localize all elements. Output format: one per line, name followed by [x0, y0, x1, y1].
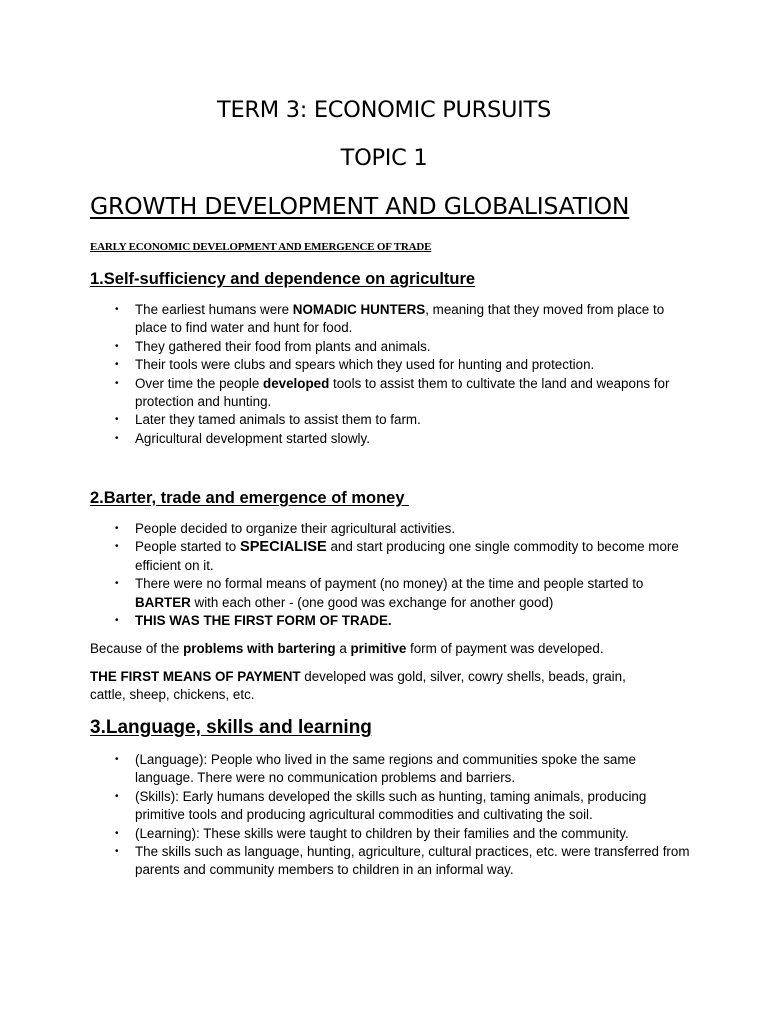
topic-title: TOPIC 1	[340, 145, 428, 171]
list-item-text: (Skills): Early humans developed the skills such as hunting, taming animals, producing primitive tools and producing agricultural commodities and cultivating the soil.	[135, 788, 647, 823]
list-item	[90, 538, 690, 575]
list-item-text: The earliest humans were	[135, 302, 293, 317]
list-item	[90, 575, 690, 612]
bullet-icon: •	[115, 846, 119, 858]
list-item-text: People decided to organize their agricultural activities.	[135, 521, 456, 536]
main-heading: GROWTH DEVELOPMENT AND GLOBALISATION	[90, 192, 630, 220]
list-item-text: They gathered their food from plants and animals.	[135, 338, 431, 354]
paragraph-text: Because of the	[90, 641, 184, 656]
list-item-text: The skills such as language, hunting, agriculture, cultural practices, etc. were transferred from parents and community members to children in an informal way.	[135, 844, 690, 878]
list-item-text: (Learning): These skills were taught to children by their families and the community.	[135, 825, 629, 841]
paragraph-text: developed was gold, silver, cowry shells, beads, grain, cattle, sheep, chickens, etc.	[90, 669, 626, 703]
list-item-text: tools to assist them to cultivate the land and weapons for protection and hunting.	[135, 375, 670, 410]
list-item-text: and start producing one single commodity to become more efficient on it.	[135, 539, 679, 573]
bullet-icon: •	[115, 414, 119, 426]
bullet-icon: •	[115, 578, 119, 590]
bullet-icon: •	[115, 523, 119, 534]
list-item	[90, 612, 690, 630]
bullet-icon: •	[115, 359, 119, 371]
list-item	[90, 825, 690, 843]
list-item	[90, 411, 690, 429]
list-item	[90, 788, 690, 825]
list-item	[90, 338, 690, 356]
list-item-text: There were no formal means of payment (no money) at the time and people started to	[135, 576, 644, 592]
section-1-bullet-list	[90, 301, 690, 448]
list-item-text: Later they tamed animals to assist them to farm.	[135, 412, 421, 428]
paragraph-bold-text: problems with bartering	[183, 641, 336, 656]
list-item-text: (Language): People who lived in the same regions and communities spoke the same language. There were no communication problems and barriers.	[135, 752, 636, 786]
list-item-text: , meaning that they moved from place to place to find water and hunt for food.	[135, 302, 665, 336]
list-item	[90, 375, 690, 412]
list-item-text: People started to	[135, 539, 240, 555]
list-item	[90, 356, 690, 374]
bullet-icon: •	[115, 304, 119, 315]
paragraph-text: form of payment was developed.	[406, 641, 604, 656]
section-3-heading: 3.Language, skills and learning	[90, 717, 372, 738]
section-1-heading: 1.Self-sufficiency and dependence on agriculture	[90, 270, 476, 288]
list-item-bold-text: SPECIALISE	[239, 539, 327, 556]
paragraph-bold-text: THE FIRST MEANS OF PAYMENT	[90, 669, 301, 684]
list-item-bold-text: NOMADIC HUNTERS	[292, 302, 426, 317]
term-title: TERM 3: ECONOMIC PURSUITS	[217, 97, 551, 123]
list-item	[90, 520, 690, 538]
bullet-icon: •	[115, 432, 119, 444]
bullet-icon: •	[115, 754, 119, 765]
bullet-icon: •	[115, 790, 119, 802]
paragraph-bold-text: primitive	[350, 641, 407, 656]
bullet-icon: •	[115, 340, 119, 352]
section-subheading: EARLY ECONOMIC DEVELOPMENT AND EMERGENCE OF TRADE	[90, 241, 432, 253]
list-item	[90, 751, 690, 788]
bartering-paragraph	[90, 640, 660, 658]
bullet-icon: •	[115, 377, 119, 389]
bullet-icon: •	[115, 541, 119, 553]
section-3-bullet-list	[90, 751, 690, 880]
list-item-text: Their tools were clubs and spears which they used for hunting and protection.	[135, 357, 595, 373]
paragraph-text: a	[335, 641, 351, 656]
list-item-bold-text: BARTER	[135, 594, 191, 610]
first-means-of-payment-paragraph	[90, 668, 660, 705]
list-item	[90, 843, 690, 880]
bullet-icon: •	[115, 827, 119, 839]
section-2-bullet-list	[90, 520, 690, 630]
list-item-text: Over time the people	[135, 375, 264, 391]
list-item-text: with each other - (one good was exchange for another good)	[190, 594, 554, 610]
list-item-bold-text: developed	[263, 375, 330, 391]
list-item	[90, 430, 690, 448]
section-2-heading: 2.Barter, trade and emergence of money	[90, 489, 410, 507]
list-item-bold-text: THIS WAS THE FIRST FORM OF TRADE.	[135, 613, 392, 629]
list-item-text: Agricultural development started slowly.	[135, 430, 370, 446]
bullet-icon: •	[115, 615, 119, 627]
list-item	[90, 301, 690, 338]
